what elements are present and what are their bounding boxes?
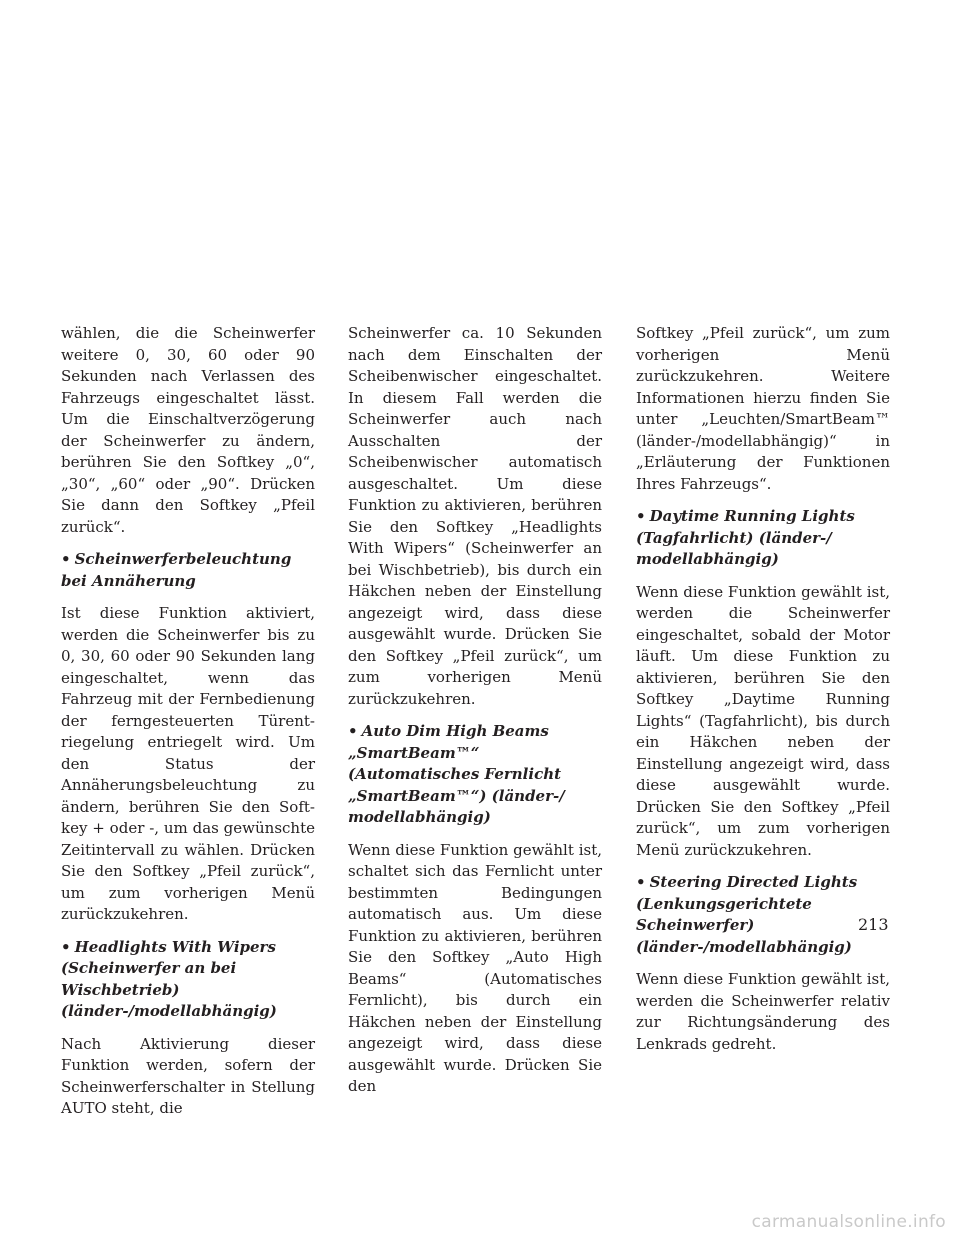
paragraph: Wenn diese Funktion gewählt ist, werden die Scheinwerfer eingeschaltet, sobald der Motor läuft. Um diese Funktion zu aktivieren, berühren Sie den Softkey „Daytime Running Lights“ (Tagfahrlicht), bis durch ein Häkchen neben der Einstellung angezeigt wird, dass diese ausgewählt wurde. Drücken Sie den Softkey „Pfeil zurück“, um zum vorherigen Menü zurückzukehren. [636, 582, 890, 859]
bullet-icon: • [61, 550, 71, 568]
section-heading [636, 872, 890, 958]
text-column-2 [348, 323, 602, 1109]
text-column-1 [61, 323, 315, 1131]
paragraph: wählen, die die Scheinwerfer weitere 0, 30, 60 oder 90 Sekunden nach Verlassen des Fahrzeugs eingeschaltet lässt. Um die Einschaltverzögerung der Scheinwerfer zu ändern, berühren Sie den Softkey „0“, „30“, „60“ oder „90“. Drücken Sie dann den Softkey „Pfeil zurück“. [61, 324, 315, 536]
bullet-icon: • [348, 722, 358, 740]
section-heading [61, 549, 315, 592]
paragraph: Wenn diese Funktion gewählt ist, werden die Scheinwerfer relativ zur Richtungsänderung des Lenkrads gedreht. [636, 970, 890, 1053]
watermark: carmanualsonline.info [751, 1212, 946, 1232]
section-heading-text: Daytime Running Lights (Tagfahrlicht) (länder-/ modellabhängig) [636, 507, 855, 568]
section-heading-text: Scheinwerferbeleuchtung bei Annäherung [61, 550, 292, 590]
paragraph: Scheinwerfer ca. 10 Sekunden nach dem Einschalten der Scheibenwischer eingeschaltet. In diesem Fall werden die Scheinwerfer auch nach Ausschalten der Scheibenwischer automatisch ausgeschaltet. Um diese Funktion zu aktivieren, berühren Sie den Softkey „Headlights With Wipers“ (Scheinwerfer an bei Wischbetrieb), bis durch ein Häkchen neben der Einstellung angezeigt wird, dass diese ausgewählt wurde. Drücken Sie den Softkey „Pfeil zurück“, um zum vorherigen Menü zurückzukehren. [348, 324, 602, 708]
section-heading [636, 506, 890, 571]
text-column-3 [636, 323, 890, 1066]
paragraph: Nach Aktivierung dieser Funktion werden, sofern der Scheinwerferschalter in Stellung AUTO steht, die [61, 1034, 315, 1117]
paragraph: Wenn diese Funktion gewählt ist, schaltet sich das Fernlicht unter bestimmten Bedingungen automatisch aus. Um diese Funktion zu aktivieren, berühren Sie den Softkey „Auto High Beams“ (Automatisches Fernlicht), bis durch ein Häkchen neben der Einstellung angezeigt wird, dass diese ausgewählt wurde. Drücken Sie den [348, 840, 602, 1095]
section-heading-text: Steering Directed Lights (Lenkungsgerichtete Scheinwerfer) (länder-/modellabhängig) [636, 873, 858, 956]
section-heading-text: Auto Dim High Beams „SmartBeam™“ (Automatisches Fernlicht „SmartBeam™“) (länder-/ modellabhängig) [348, 722, 565, 826]
bullet-icon: • [61, 937, 71, 956]
section-heading [61, 937, 315, 1023]
paragraph: Softkey „Pfeil zurück“, um zum vorherigen Menü zurückzukehren. Weitere Informationen hierzu finden Sie unter „Leuchten/SmartBeam™ (länder-/modellabhängig)“ in „Erläuterung der Funktionen Ihres Fahrzeugs“. [636, 324, 890, 493]
section-heading-text: Headlights With Wipers (Scheinwerfer an bei Wischbetrieb) (länder-/modellabhängig) [61, 937, 277, 1020]
paragraph: Ist diese Funktion aktiviert, werden die Scheinwerfer bis zu 0, 30, 60 oder 90 Sekunden lang eingeschaltet, wenn das Fahrzeug mit der Fernbedienung der ferngesteuerten Türentriegelung entriegelt wird. Um den Status der Annäherungsbeleuchtung zu ändern, berühren Sie den Softkey + oder -, um das gewünschte Zeitintervall zu wählen. Drücken Sie den Softkey „Pfeil zurück“, um zum vorherigen Menü zurückzukehren. [61, 604, 315, 923]
page-number: 213 [858, 915, 889, 934]
section-heading [348, 721, 602, 829]
bullet-icon: • [636, 507, 646, 525]
bullet-icon: • [636, 873, 646, 891]
